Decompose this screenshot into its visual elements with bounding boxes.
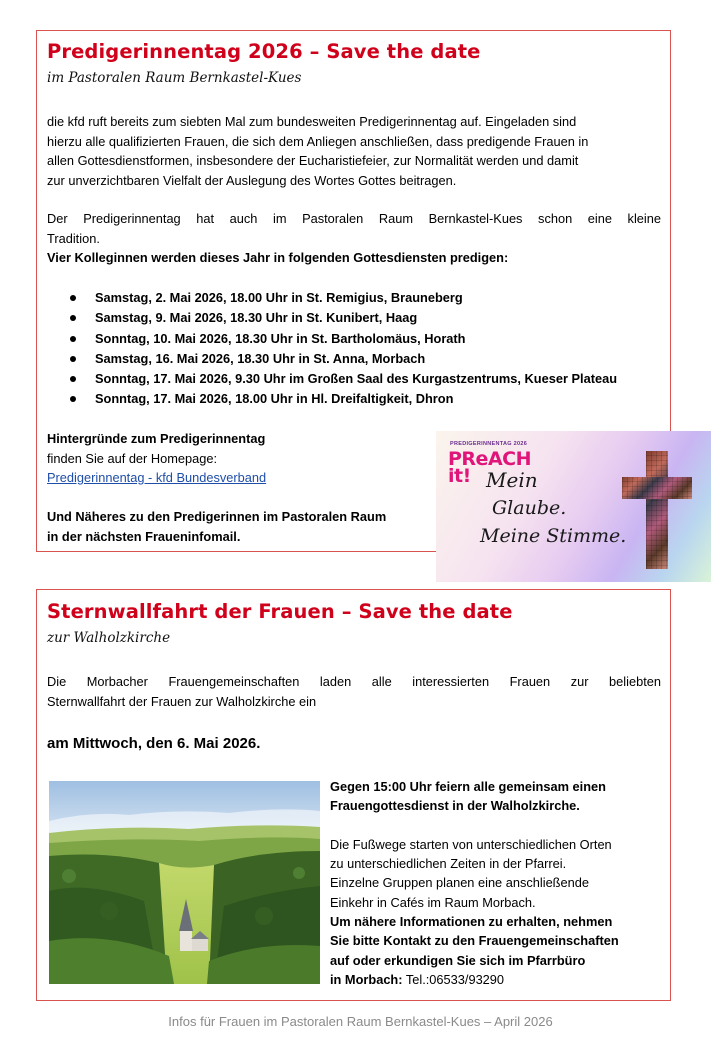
text-line: allen Gottesdienstformen, insbesondere der Eucharistiefeier, zur Normalität werden und damit [47,153,579,168]
text-line: Einkehr in Cafés im Raum Morbach. [330,894,536,910]
text-line: zu unterschiedlichen Zeiten in der Pfarrei. [330,856,567,872]
text-line: in der nächsten Fraueninfomail. [47,528,241,544]
text-line: Frauengottesdienst in der Walholzkirche. [330,798,580,814]
section-subtitle: zur Walholzkirche [47,630,171,646]
background-info [47,429,266,488]
landscape-illustration [49,781,320,984]
text-line: hierzu alle qualifizierten Frauen, die sich dem Anliegen anschließen, dass predigende Frauen in [47,133,589,149]
text-line: Die Morbacher Frauengemeinschaften laden alle interessierten Frauen zur beliebten [47,674,661,689]
background-text: finden Sie auf der Homepage: [47,450,218,466]
intro-paragraph [47,672,661,711]
spacer [330,816,660,835]
section-subtitle: im Pastoralen Raum Bernkastel-Kues [47,70,302,86]
kfd-homepage-link[interactable]: Predigerinnentag - kfd Bundesverband [47,470,267,485]
event-details [330,777,660,989]
text-line: auf oder erkundigen Sie sich im Pfarrbüro [330,952,586,968]
text-line: zur unverzichtbaren Vielfalt der Auslegung des Wortes Gottes beitragen. [47,172,457,188]
bullet-icon [70,336,76,342]
list-item: Sonntag, 17. Mai 2026, 9.30 Uhr im Großen Saal des Kurgastzentrums, Kueser Plateau [47,369,667,389]
text-line: Um nähere Informationen zu erhalten, nehmen [330,914,613,930]
list-item: Samstag, 9. Mai 2026, 18.30 Uhr in St. Kunibert, Haag [47,308,667,328]
photo-cross-icon [646,451,668,569]
text-line: Die Fußwege starten von unterschiedlichen Orten [330,836,612,852]
events-lead: Vier Kolleginnen werden dieses Jahr in folgenden Gottesdiensten predigen: [47,250,509,265]
script-text: Glaube. [492,497,567,519]
list-item: Sonntag, 17. Mai 2026, 18.00 Uhr in Hl. Dreifaltigkeit, Dhron [47,389,667,409]
bullet-icon [70,315,76,321]
photo-cross-icon [622,477,692,499]
text-line: Sternwallfahrt der Frauen zur Walholzkirche ein [47,693,317,709]
bullet-icon [70,396,76,402]
event-date: am Mittwoch, den 6. Mai 2026. [47,735,261,752]
text-line: Und Näheres zu den Predigerinnen im Pastoralen Raum [47,509,387,524]
intro-paragraph [47,112,661,190]
section-title: Predigerinnentag 2026 – Save the date [47,40,481,63]
text-line: die kfd ruft bereits zum siebten Mal zum bundesweiten Predigerinnentag auf. Eingeladen sind [47,114,577,129]
list-item: Sonntag, 10. Mai 2026, 18.30 Uhr in St. Bartholomäus, Horath [47,329,667,349]
bullet-icon [70,376,76,382]
bullet-icon [70,295,76,301]
tradition-paragraph [47,209,661,268]
closing-note [47,507,386,546]
script-text: Mein [486,468,538,492]
text-line: Sie bitte Kontakt zu den Frauengemeinschaften [330,933,619,949]
preach-it-logo: PReACH it! [448,448,531,487]
walholzkirche-photo [49,781,320,984]
contact-line: in Morbach: Tel.:06533/93290 [330,971,505,987]
bullet-icon [70,356,76,362]
text-line: Tradition. [47,230,100,246]
list-item: Samstag, 16. Mai 2026, 18.30 Uhr in St. Anna, Morbach [47,349,667,369]
section-title: Sternwallfahrt der Frauen – Save the date [47,600,513,623]
text-line: Der Predigerinnentag hat auch im Pastoralen Raum Bernkastel-Kues schon eine kleine [47,211,661,226]
page-footer: Infos für Frauen im Pastoralen Raum Bernkastel-Kues – April 2026 [168,1014,553,1029]
event-list [47,288,667,410]
text-line: Einzelne Gruppen planen eine anschließende [330,875,589,891]
image-caption: PREDIGERINNENTAG 2026 [450,441,528,447]
list-item: Samstag, 2. Mai 2026, 18.00 Uhr in St. Remigius, Brauneberg [47,288,667,308]
text-line: Gegen 15:00 Uhr feiern alle gemeinsam einen [330,779,606,794]
preach-it-image [436,431,711,582]
phone-number: Tel.:06533/93290 [402,971,505,987]
background-heading: Hintergründe zum Predigerinnentag [47,431,266,446]
script-text: Meine Stimme. [480,525,627,547]
